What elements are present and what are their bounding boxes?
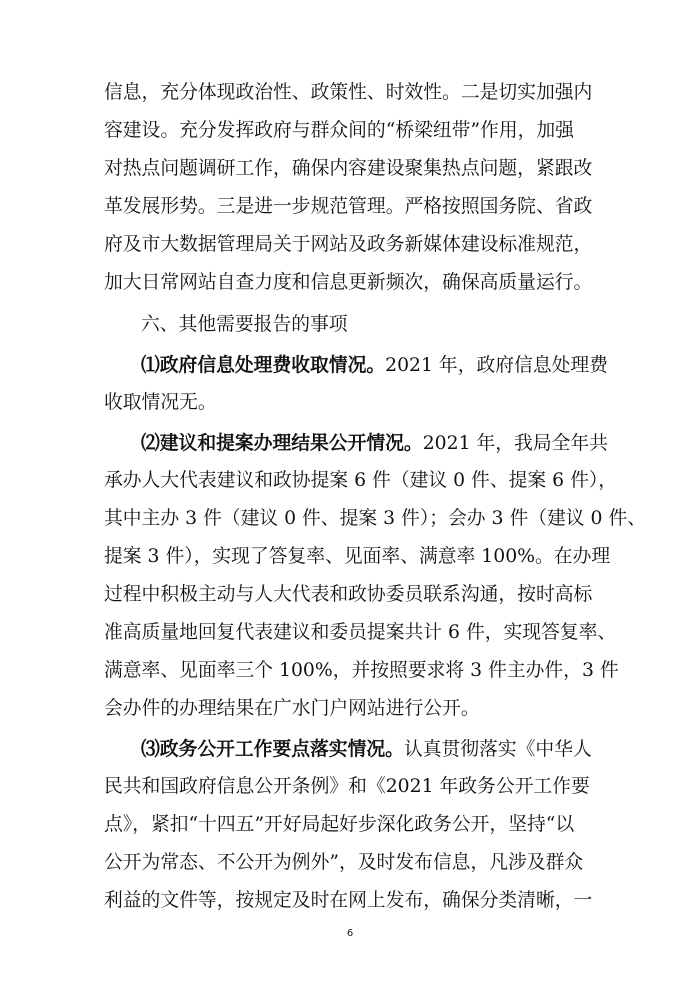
- body-text-line: 会办件的办理结果在广水门户网站进行公开。: [104, 698, 480, 719]
- body-text-line: 加大日常网站自查力度和信息更新频次，确保高质量运行。: [104, 272, 593, 293]
- body-text-line: 信息，充分体现政治性、政策性、时效性。二是切实加强内: [104, 82, 593, 103]
- item-2-first-line: [141, 428, 608, 458]
- body-text-line: 提案 3 件），实现了答复率、见面率、满意率 100%。在办理: [104, 546, 611, 567]
- body-text-line: 点》，紧扣“十四五”开好局起好步深化政务公开，坚持“以: [104, 814, 575, 835]
- item-3-first-line: [141, 734, 592, 764]
- body-text-line: 府及市大数据管理局关于网站及政务新媒体建设标准规范，: [104, 234, 593, 255]
- body-text-line: 过程中积极主动与人大代表和政协委员联系沟通，按时高标: [104, 584, 593, 605]
- body-text-line: 利益的文件等，按规定及时在网上发布，确保分类清晰，一: [104, 890, 593, 911]
- item-3-title: ⑶政务公开工作要点落实情况。: [141, 738, 404, 760]
- body-text-line: 准高质量地回复代表建议和委员提案共计 6 件，实现答复率、: [104, 622, 617, 643]
- body-text-line: 对热点问题调研工作，确保内容建设聚集热点问题，紧跟改: [104, 158, 593, 179]
- body-text-line: 其中主办 3 件（建议 0 件、提案 3 件）；会办 3 件（建议 0 件、: [104, 508, 647, 529]
- item-1-first-line: [141, 350, 608, 380]
- item-1-title: ⑴政府信息处理费收取情况。: [141, 354, 386, 376]
- body-text-line: 收取情况无。: [104, 392, 217, 413]
- section-heading: 六、其他需要报告的事项: [141, 314, 348, 335]
- item-2-title: ⑵建议和提案办理结果公开情况。: [141, 432, 423, 454]
- body-text-line: 满意率、见面率三个 100%，并按照要求将 3 件主办件，3 件: [104, 660, 619, 681]
- item-1-text: 2021 年，政府信息处理费: [385, 355, 608, 376]
- body-text-line: 公开为常态、不公开为例外”，及时发布信息，凡涉及群众: [104, 852, 584, 873]
- item-2-text: 2021 年，我局全年共: [422, 433, 608, 454]
- body-text-line: 承办人大代表建议和政协提案 6 件（建议 0 件、提案 6 件），: [104, 470, 618, 491]
- body-text-line: 容建设。充分发挥政府与群众间的“桥梁纽带”作用，加强: [104, 120, 574, 141]
- item-3-text: 认真贯彻落实《中华人: [403, 739, 592, 760]
- body-text-line: 民共和国政府信息公开条例》和《2021 年政务公开工作要: [104, 776, 590, 797]
- page-number: 6: [346, 928, 354, 939]
- body-text-line: 革发展形势。三是进一步规范管理。严格按照国务院、省政: [104, 196, 593, 217]
